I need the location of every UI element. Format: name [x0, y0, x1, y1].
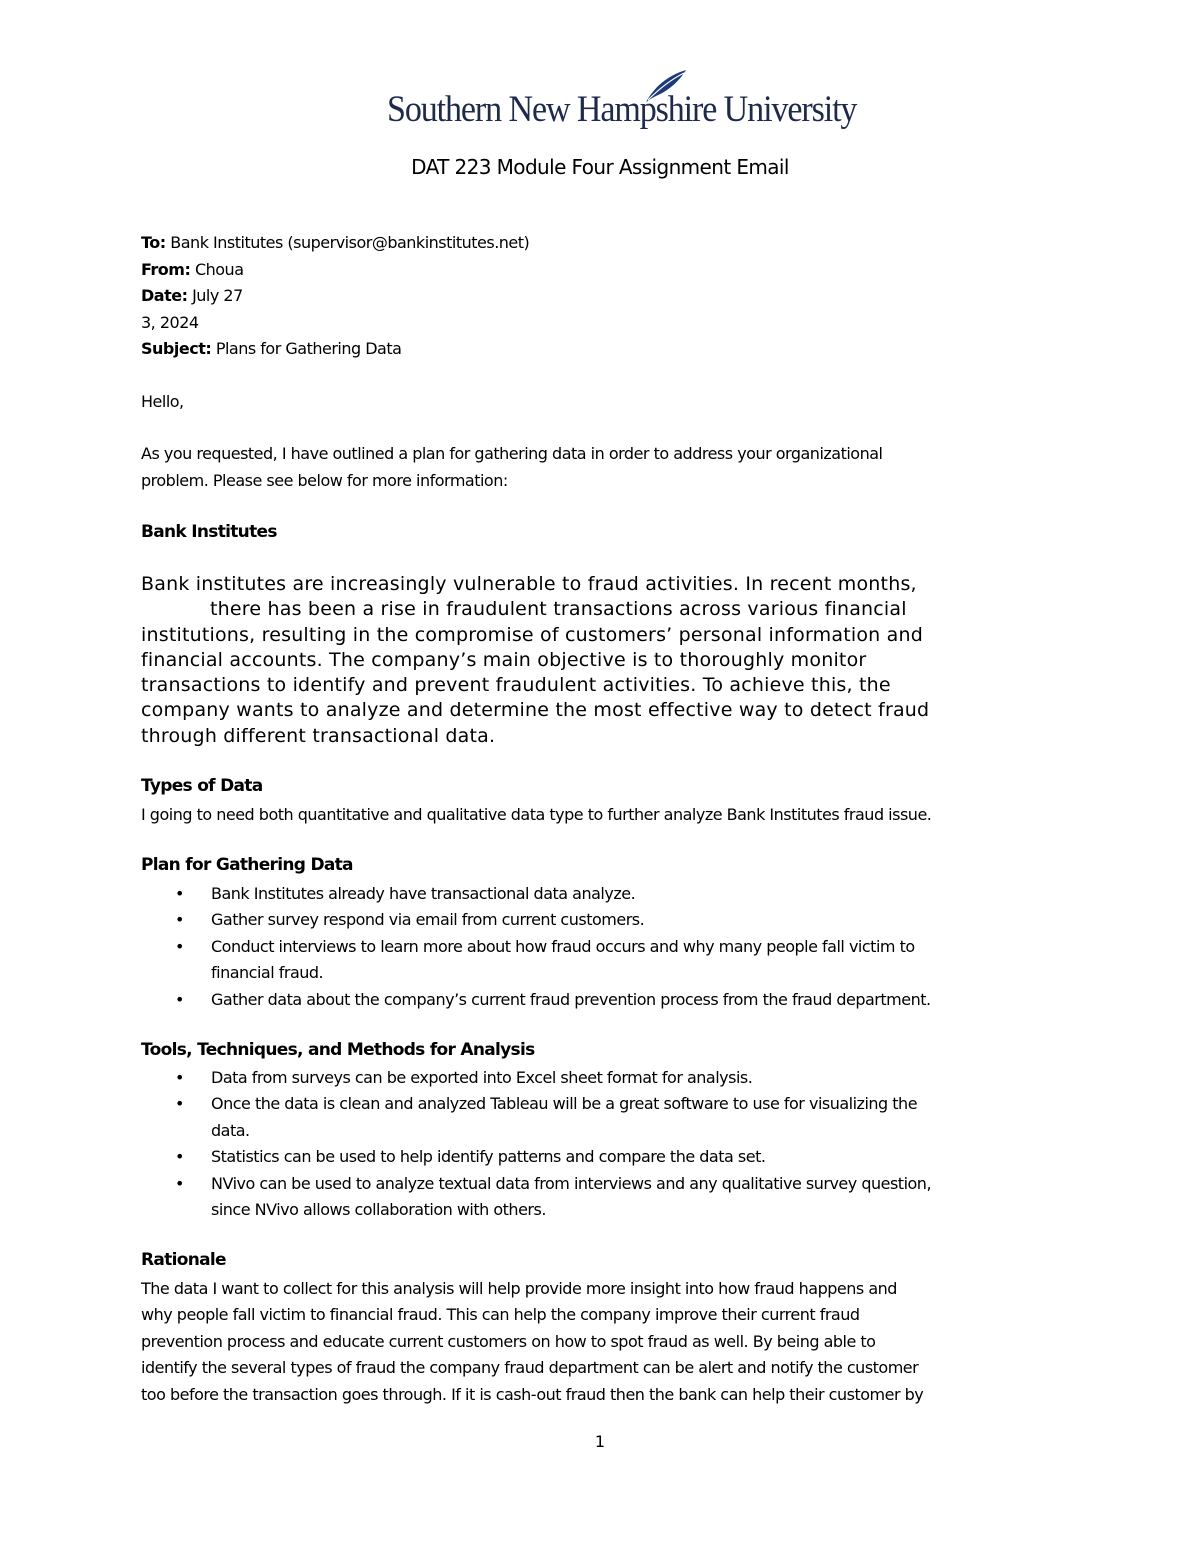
list-item: • Gather data about the company’s current fraud prevention process from the fraud department.	[141, 987, 931, 1013]
intro-line-2: problem. Please see below for more information:	[141, 471, 508, 490]
date-value: July 27	[187, 286, 243, 305]
from-value: Choua	[190, 260, 244, 279]
bullet-icon: •	[175, 989, 184, 1009]
page-number: 1	[594, 1432, 606, 1451]
date-label: Date:	[141, 286, 188, 305]
paragraph-line: there has been a rise in fraudulent transactions across various financial	[210, 598, 907, 621]
types-text: I going to need both quantitative and qualitative data type to further analyze Bank Institutes fraud issue.	[141, 805, 932, 824]
email-to-line	[141, 230, 529, 256]
email-from-line	[141, 257, 244, 283]
to-value: Bank Institutes (supervisor@bankinstitutes.net)	[165, 233, 530, 252]
paragraph-line: through different transactional data.	[141, 724, 496, 747]
bullet-icon: •	[175, 910, 184, 930]
paragraph-line: prevention process and educate current customers on how to spot fraud as well. By being able to	[141, 1331, 876, 1351]
bullet-icon: •	[175, 1147, 184, 1167]
bullet-icon: •	[175, 1068, 184, 1087]
university-logo	[387, 66, 857, 138]
tools-list	[141, 1065, 931, 1223]
list-item: • Once the data is clean and analyzed Tableau will be a great software to use for visualizing the data.	[141, 1091, 931, 1144]
paragraph-line: identify the several types of fraud the company fraud department can be alert and notify the customer	[141, 1358, 919, 1378]
intro-line-1: As you requested, I have outlined a plan for gathering data in order to address your organizational	[141, 444, 883, 463]
list-item: • NVivo can be used to analyze textual data from interviews and any qualitative survey question, since NVivo allows collaboration with others.	[141, 1171, 931, 1224]
bullet-icon: •	[175, 1094, 184, 1114]
to-label: To:	[141, 233, 166, 252]
list-item: • Statistics can be used to help identify patterns and compare the data set.	[141, 1144, 931, 1170]
paragraph-line: transactions to identify and prevent fraudulent activities. To achieve this, the	[141, 674, 891, 697]
bank-paragraph	[141, 572, 929, 749]
paragraph-line: too before the transaction goes through. If it is cash-out fraud then the bank can help their customer by	[141, 1384, 924, 1404]
from-label: From:	[141, 260, 191, 279]
rationale-paragraph	[141, 1276, 923, 1408]
bullet-icon: •	[175, 1173, 184, 1193]
subject-value: Plans for Gathering Data	[211, 339, 402, 358]
email-date-line-2: 3, 2024	[141, 313, 199, 332]
list-item: • Gather survey respond via email from current customers.	[141, 907, 931, 933]
paragraph-line: financial accounts. The company’s main objective is to thoroughly monitor	[141, 648, 867, 671]
section-heading-types: Types of Data	[141, 776, 263, 796]
bullet-icon: •	[175, 936, 184, 956]
paragraph-line: The data I want to collect for this analysis will help provide more insight into how fraud happens and	[141, 1279, 897, 1298]
paragraph-line: institutions, resulting in the compromise of customers’ personal information and	[141, 623, 923, 646]
email-subject-line	[141, 336, 401, 362]
plan-list	[141, 881, 931, 1013]
email-date-line	[141, 283, 243, 309]
logo-wordmark: Southern New Hampshire University	[387, 89, 857, 130]
bullet-icon: •	[175, 884, 184, 903]
list-item: • Conduct interviews to learn more about how fraud occurs and why many people fall victim to financial fraud.	[141, 934, 931, 987]
section-heading-tools: Tools, Techniques, and Methods for Analysis	[141, 1040, 535, 1060]
paragraph-line: company wants to analyze and determine the most effective way to detect fraud	[141, 699, 930, 722]
paragraph-line: Bank institutes are increasingly vulnerable to fraud activities. In recent months,	[141, 573, 917, 595]
list-item: • Data from surveys can be exported into Excel sheet format for analysis.	[141, 1065, 931, 1091]
section-heading-rationale: Rationale	[141, 1250, 226, 1270]
paragraph-line: why people fall victim to financial fraud. This can help the company improve their current fraud	[141, 1305, 860, 1325]
section-heading-plan: Plan for Gathering Data	[141, 855, 353, 875]
page-title: DAT 223 Module Four Assignment Email	[411, 155, 789, 179]
subject-label: Subject:	[141, 339, 212, 358]
list-item: • Bank Institutes already have transactional data analyze.	[141, 881, 931, 907]
greeting: Hello,	[141, 392, 184, 411]
section-heading-bank: Bank Institutes	[141, 522, 277, 542]
